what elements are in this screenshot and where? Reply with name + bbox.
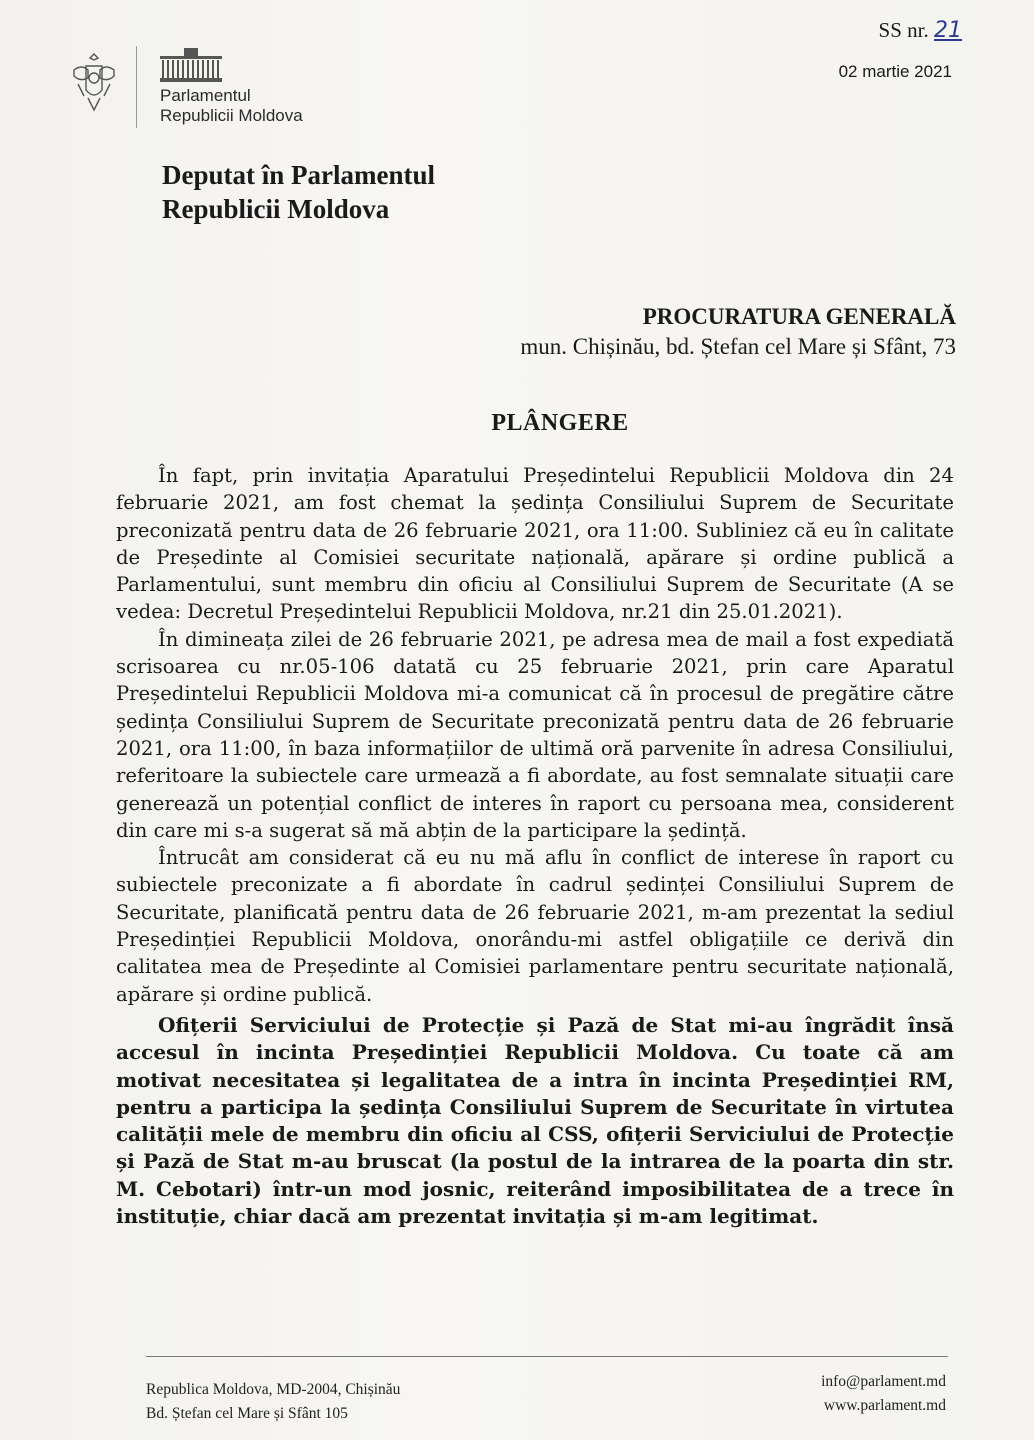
addressee-block — [520, 302, 956, 362]
parliament-emblem — [160, 48, 303, 126]
addressee-organization: PROCURATURA GENERALĂ — [642, 304, 956, 329]
parliament-building-icon — [160, 48, 222, 82]
institution-line-1: Parlamentul — [160, 86, 251, 105]
sender-line-1: Deputat în Parlamentul — [162, 160, 435, 190]
footer-address — [146, 1378, 400, 1426]
sender-line-2: Republicii Moldova — [162, 194, 390, 224]
ss-number: 21 — [934, 18, 962, 43]
ss-prefix: SS nr. — [878, 18, 929, 42]
document-title: PLÂNGERE — [491, 410, 629, 436]
coat-of-arms-icon — [68, 48, 120, 125]
footer-divider — [146, 1356, 948, 1357]
sender-block — [162, 158, 435, 226]
footer-address-line-2: Bd. Ștefan cel Mare și Sfânt 105 — [146, 1405, 348, 1422]
bold-paragraph: Ofițerii Serviciului de Protecție și Pază de Stat mi-au îngrădit însă accesul în incinta Președinției Republicii Moldova. Cu toate că am motivat necesitatea și legalitatea de a intra în incinta Președinției RM, pentru a participa la ședința Consiliului Suprem de Securitate în virtutea calității mele de membru din oficiu al CSS, ofițerii Serviciului de Protecție și Pază de Stat m-au bruscat (la postul de la intrarea de la poarta din str. M. Cebotari) într-un mod josnic, reiterând imposibilitatea de a trece în instituție, chiar dacă am prezentat invitația și m-am legitimat. — [116, 1012, 954, 1229]
footer-contacts — [821, 1370, 946, 1418]
body-paragraph: Întrucât am considerat că eu nu mă aflu în conflict de interese în raport cu subiectele preconizate a fi abordate în cadrul ședinței Consiliului Suprem de Securitate, planificată pentru data de 26 februarie 2021, m-am prezentat la sediul Președinției Republicii Moldova, onorându-mi astfel obligațiile ce derivă din calitatea mea de Președinte al Comisiei parlamentare pentru securitate națională, apărare și ordine publică. — [116, 846, 954, 1006]
institution-line-2: Republicii Moldova — [160, 106, 303, 125]
registration-number — [879, 18, 962, 43]
header-divider — [136, 46, 137, 128]
footer-email: info@parlament.md — [821, 1373, 946, 1390]
body-paragraph: În dimineața zilei de 26 februarie 2021, pe adresa mea de mail a fost expediată scrisoarea cu nr.05-106 datată cu 25 februarie 2021, prin care Aparatul Președintelui Republicii Moldova mi-a comunicat că în procesul de pregătire către ședința Consiliului Suprem de Securitate preconizată pentru data de 26 februarie 2021, ora 11:00, în baza informațiilor de ultimă oră parvenite în adresa Consiliului, referitoare la subiectele care urmează a fi abordate, au fost semnalate situații care generează un potențial conflict de interes în raport cu persoana mea, considerent din care mi s-a sugerat să mă abțin de la participare la ședință. — [116, 627, 954, 842]
document-date: 02 martie 2021 — [838, 62, 952, 81]
document-body — [116, 462, 954, 1230]
addressee-address: mun. Chișinău, bd. Ștefan cel Mare și Sfânt, 73 — [520, 334, 956, 359]
footer-website: www.parlament.md — [823, 1397, 946, 1414]
body-paragraph: În fapt, prin invitația Aparatului Președintelui Republicii Moldova din 24 februarie 2021, am fost chemat la ședința Consiliului Suprem de Securitate preconizată pentru data de 26 februarie 2021, ora 11:00. Subliniez că eu în calitate de Președinte al Comisiei securitate națională, apărare și ordine publică a Parlamentului, sunt membru din oficiu al Consiliului Suprem de Securitate (A se vedea: Decretul Președintelui Republicii Moldova, nr.21 din 25.01.2021). — [116, 464, 954, 624]
footer-address-line-1: Republica Moldova, MD-2004, Chișinău — [146, 1381, 401, 1398]
